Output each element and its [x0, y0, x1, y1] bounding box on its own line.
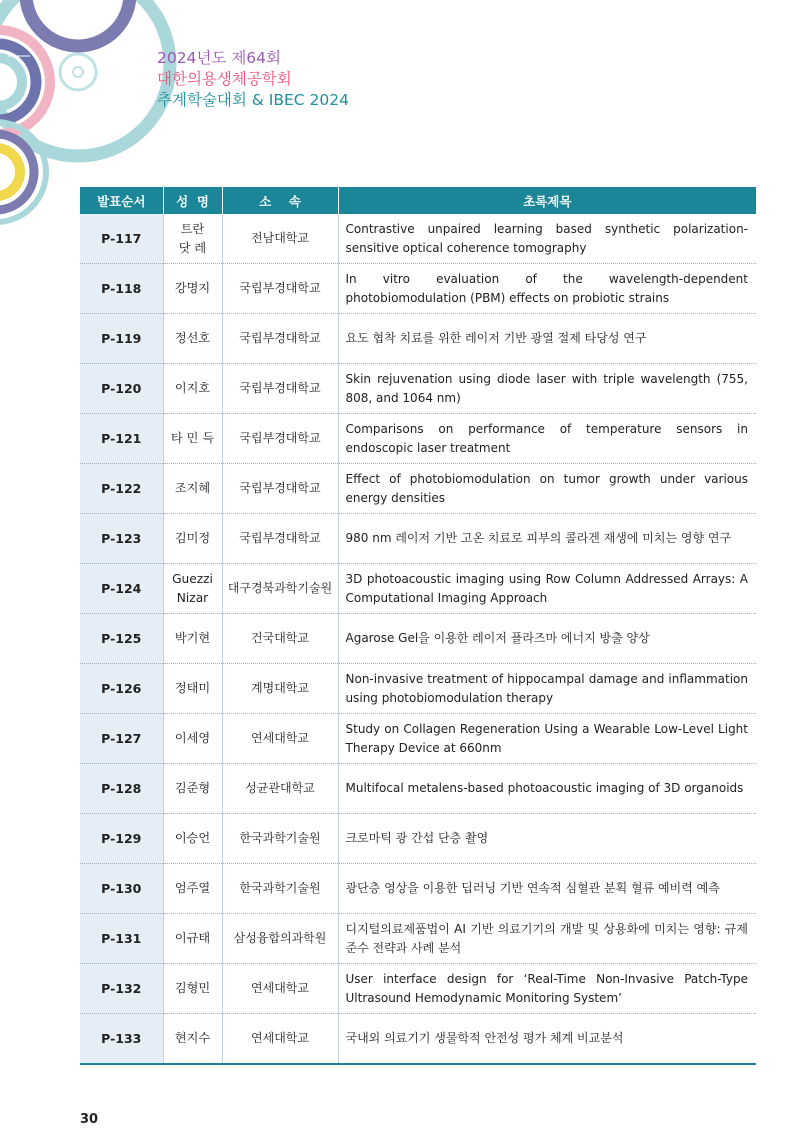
presenter-name: 이세영 [163, 714, 222, 764]
column-header-order: 발표순서 [80, 187, 163, 214]
presenter-affiliation: 한국과학기술원 [222, 864, 338, 914]
page-number: 30 [80, 1112, 99, 1127]
abstract-title: Multifocal metalens-based photoacoustic imaging of 3D organoids [338, 764, 756, 814]
table-row [80, 264, 756, 314]
presentation-code: P-121 [80, 414, 163, 464]
presentation-code: P-118 [80, 264, 163, 314]
presenter-affiliation: 연세대학교 [222, 714, 338, 764]
column-header-affiliation: 소 속 [222, 187, 338, 214]
abstract-title: Study on Collagen Regeneration Using a Wearable Low-Level Light Therapy Device at 660nm [338, 714, 756, 764]
table-row [80, 714, 756, 764]
table-row [80, 564, 756, 614]
table-row [80, 814, 756, 864]
presenter-affiliation: 국립부경대학교 [222, 514, 338, 564]
table-row [80, 914, 756, 964]
table-row [80, 864, 756, 914]
presenter-affiliation: 연세대학교 [222, 1014, 338, 1065]
table-row [80, 414, 756, 464]
presenter-affiliation: 삼성융합의과학원 [222, 914, 338, 964]
presentation-code: P-127 [80, 714, 163, 764]
abstract-title: Contrastive unpaired learning based synthetic polarization-sensitive optical coherence tomography [338, 214, 756, 264]
presentation-code: P-120 [80, 364, 163, 414]
abstract-title: In vitro evaluation of the wavelength-dependent photobiomodulation (PBM) effects on probiotic strains [338, 264, 756, 314]
presentation-code: P-125 [80, 614, 163, 664]
table-row [80, 1014, 756, 1065]
abstract-title: Non-invasive treatment of hippocampal damage and inflammation using photobiomodulation therapy [338, 664, 756, 714]
table-row [80, 664, 756, 714]
presenter-affiliation: 국립부경대학교 [222, 414, 338, 464]
presentation-code: P-130 [80, 864, 163, 914]
table-row [80, 764, 756, 814]
abstract-title: 국내외 의료기기 생물학적 안전성 평가 체계 비교분석 [338, 1014, 756, 1065]
presenter-name: 이승언 [163, 814, 222, 864]
presenter-affiliation: 국립부경대학교 [222, 364, 338, 414]
column-header-name: 성 명 [163, 187, 222, 214]
presenter-affiliation: 전남대학교 [222, 214, 338, 264]
presentation-code: P-119 [80, 314, 163, 364]
presenter-name: 강명지 [163, 264, 222, 314]
table-row [80, 314, 756, 364]
presentation-code: P-133 [80, 1014, 163, 1065]
presentation-code: P-129 [80, 814, 163, 864]
column-header-abstract-title: 초록제목 [338, 187, 756, 214]
presenter-name: 이규태 [163, 914, 222, 964]
presenter-affiliation: 연세대학교 [222, 964, 338, 1014]
presenter-name: 김미정 [163, 514, 222, 564]
abstract-title: Effect of photobiomodulation on tumor growth under various energy densities [338, 464, 756, 514]
table-row [80, 214, 756, 264]
table-row [80, 464, 756, 514]
abstract-title: 3D photoacoustic imaging using Row Column Addressed Arrays: A Computational Imaging Approach [338, 564, 756, 614]
presenter-name: 김준형 [163, 764, 222, 814]
table-header-row [80, 187, 756, 214]
presenter-name: 박기현 [163, 614, 222, 664]
presenter-name: Guezzi Nizar [163, 564, 222, 614]
presenter-name: 엄주열 [163, 864, 222, 914]
presenter-affiliation: 국립부경대학교 [222, 264, 338, 314]
abstract-title: Comparisons on performance of temperature sensors in endoscopic laser treatment [338, 414, 756, 464]
presentation-code: P-123 [80, 514, 163, 564]
abstract-title: 크로마틱 광 간섭 단층 촬영 [338, 814, 756, 864]
presentation-code: P-128 [80, 764, 163, 814]
presentation-code: P-117 [80, 214, 163, 264]
table-row [80, 364, 756, 414]
heading-line-2: 대한의용생체공학회 [157, 70, 292, 88]
presenter-name: 이지호 [163, 364, 222, 414]
presenter-affiliation: 계명대학교 [222, 664, 338, 714]
abstract-title: Agarose Gel을 이용한 레이저 플라즈마 에너지 방출 양상 [338, 614, 756, 664]
presenter-affiliation: 건국대학교 [222, 614, 338, 664]
presenter-name: 정태미 [163, 664, 222, 714]
presentation-code: P-124 [80, 564, 163, 614]
presentation-code: P-126 [80, 664, 163, 714]
abstract-title: 광단층 영상을 이용한 딥러닝 기반 연속적 심혈관 분획 혈류 예비력 예측 [338, 864, 756, 914]
abstract-title: 요도 협착 치료를 위한 레이저 기반 광열 절제 타당성 연구 [338, 314, 756, 364]
table-row [80, 514, 756, 564]
abstract-title: 980 nm 레이저 기반 고온 치료로 피부의 콜라겐 재생에 미치는 영향 연구 [338, 514, 756, 564]
abstract-title: Skin rejuvenation using diode laser with triple wavelength (755, 808, and 1064 nm) [338, 364, 756, 414]
abstract-title: 디지털의료제품법이 AI 기반 의료기기의 개발 및 상용화에 미치는 영향: 규제 준수 전략과 사례 분석 [338, 914, 756, 964]
poster-program-table [80, 187, 756, 1065]
conference-heading [157, 48, 349, 111]
presenter-affiliation: 한국과학기술원 [222, 814, 338, 864]
table-row [80, 614, 756, 664]
presenter-name: 김형민 [163, 964, 222, 1014]
presenter-name: 타 민 득 [163, 414, 222, 464]
presentation-code: P-122 [80, 464, 163, 514]
presenter-name: 조지혜 [163, 464, 222, 514]
presenter-affiliation: 국립부경대학교 [222, 314, 338, 364]
presenter-affiliation: 성균관대학교 [222, 764, 338, 814]
abstract-title: User interface design for ‘Real-Time Non-Invasive Patch-Type Ultrasound Hemodynamic Monitoring System’ [338, 964, 756, 1014]
presenter-affiliation: 국립부경대학교 [222, 464, 338, 514]
table-row [80, 964, 756, 1014]
presentation-code: P-131 [80, 914, 163, 964]
presenter-name: 정선호 [163, 314, 222, 364]
heading-line-3: 추계학술대회 & IBEC 2024 [157, 91, 349, 109]
presenter-affiliation: 대구경북과학기술원 [222, 564, 338, 614]
presenter-name: 현지수 [163, 1014, 222, 1065]
heading-line-1: 2024년도 제64회 [157, 49, 281, 67]
presentation-code: P-132 [80, 964, 163, 1014]
presenter-name: 트란 닷 레 [163, 214, 222, 264]
